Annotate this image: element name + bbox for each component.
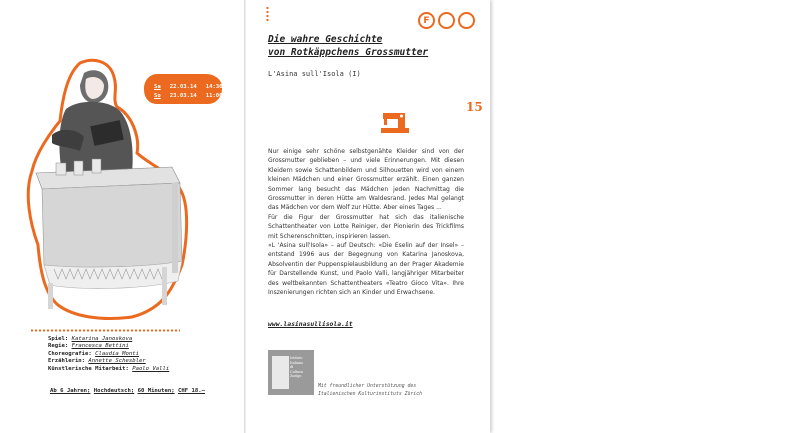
logo-text-line: Cultura	[290, 369, 304, 374]
date-day: So	[154, 93, 161, 99]
logo-text-line: Istituto	[290, 356, 303, 360]
price-info: CHF 18.–	[178, 388, 205, 394]
date-row	[154, 92, 223, 101]
date-value: 22.03.14	[169, 84, 197, 90]
age-info: Ab 6 Jahren;	[50, 388, 91, 394]
page-subtitle: L'Asina sull'Isola (I)	[268, 70, 361, 78]
credit-line	[48, 351, 243, 358]
page-gutter	[244, 0, 246, 433]
credit-role: Erzählerin:	[48, 358, 86, 365]
credit-name: Francesca Bettini	[71, 343, 129, 350]
logo-emblem-icon	[272, 356, 289, 389]
date-time: 14:30	[205, 84, 223, 90]
logo-text-line: Zurigo	[290, 374, 302, 378]
credit-line	[48, 358, 243, 365]
page-number: 15	[466, 100, 483, 114]
credit-name: Claudia Monti	[95, 350, 139, 357]
page-title	[268, 33, 448, 59]
date-row	[154, 83, 223, 92]
left-page	[0, 0, 245, 433]
category-circle-f	[418, 12, 435, 29]
sponsor-credit-line: Mit freundlicher Unterstützung des	[318, 384, 417, 389]
duration-info: 60 Minuten;	[137, 388, 175, 394]
category-letter: F	[423, 15, 430, 26]
credits-list	[48, 336, 243, 373]
credit-line	[48, 343, 243, 350]
credit-line	[48, 366, 243, 373]
dotted-marker	[266, 6, 269, 22]
credit-line	[48, 336, 243, 343]
sewing-machine-icon	[381, 110, 409, 134]
logo-text	[290, 356, 312, 379]
credit-name: Paolo Valli	[132, 365, 170, 372]
event-info	[50, 388, 205, 394]
title-line: von Rotkäppchens Grossmutter	[268, 47, 429, 58]
credit-name: Annette Schesbler	[88, 358, 146, 365]
category-circle	[438, 12, 455, 29]
body-paragraph: Nur einige sehr schöne selbstgenähte Kleider sind von der Grossmutter geblieben – und viele Erinnerungen. Mit diesen Kleidern sowie Schattenbildern und Silhouetten wird von einem kleinen Mädchen und einer Grossmutter erzählt. Einen ganzen Sommer lang besucht das Mädchen jeden Nachmittag die Grossmutter in deren Hütte am Waldesrand. Jedes Mal gelangt das Mädchen vor dem Wolf zur Hütte. Aber eines Tages ...	[268, 148, 464, 212]
dotted-divider	[30, 329, 180, 332]
body-paragraph: «L 'Asina sull'Isola» – auf Deutsch: «Die Eselin auf der Insel» – entstand 1996 aus der Begegnung von Katarina Janoskova, Absolventin der Puppenspielausbildung an der Prager Akademie für Darstellende Kunst, und Paolo Valli, langjähriger Mitarbeiter des weltbekannten Schattentheaters «Teatro Gioco Vita». Ihre Inszenierungen richten sich an Kinder und Erwachsene.	[268, 242, 464, 297]
sponsor-credit	[318, 383, 468, 399]
language-info: Hochdeutsch;	[93, 388, 135, 394]
date-value: 23.03.14	[169, 93, 197, 99]
sponsor-logo	[268, 350, 314, 395]
credit-name: Katarina Janoskova	[71, 336, 133, 342]
category-circles	[418, 12, 475, 29]
credit-role: Spiel:	[48, 336, 69, 342]
date-day: Sa	[154, 84, 161, 90]
date-time: 11:00	[205, 93, 223, 99]
performance-dates	[154, 83, 223, 101]
body-text	[268, 147, 464, 298]
website-link[interactable]: www.lasinasullisola.it	[268, 320, 353, 328]
sponsor-credit-line: Italienischen Kulturinstituts Zürich	[318, 392, 422, 397]
logo-text-line: Italiano	[290, 360, 304, 365]
credit-role: Choreografie:	[48, 350, 92, 357]
credit-role: Künstlerische Mitarbeit:	[48, 365, 129, 372]
body-paragraph: Für die Figur der Grossmutter hat sich das italienische Schattentheater von Lotte Reiniger, der Pionierin des Trickfilms mit Scherenschnitten, inspirieren lassen.	[268, 213, 464, 240]
logo-text-line: di	[290, 365, 294, 369]
title-line: Die wahre Geschichte	[268, 34, 383, 45]
category-circle	[458, 12, 475, 29]
credit-role: Regie:	[48, 343, 69, 350]
